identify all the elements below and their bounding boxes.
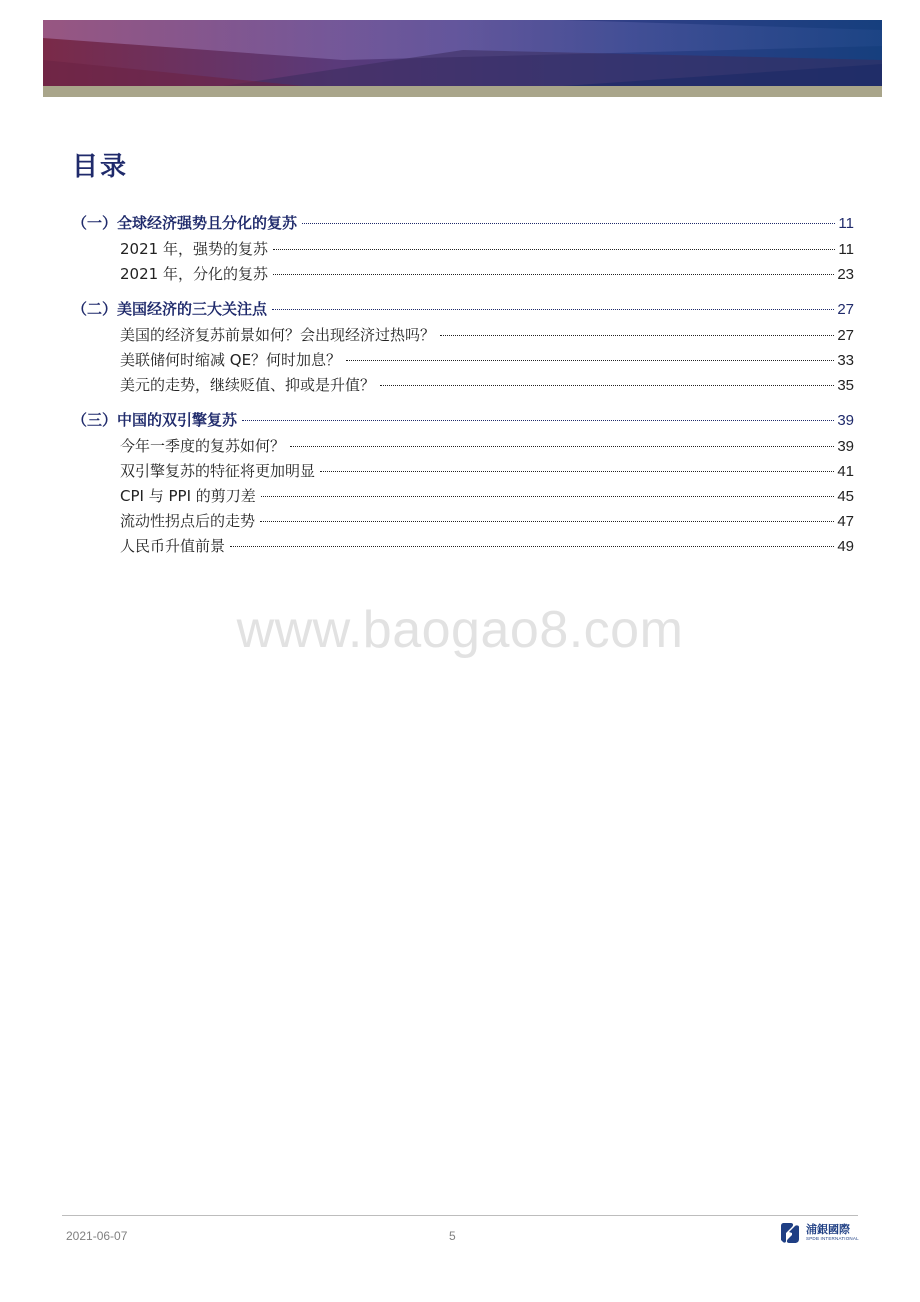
toc-dot-leader [261,496,835,497]
toc-dot-leader [290,446,834,447]
toc-dot-leader [242,420,834,421]
toc-entry-label: 美元的走势，继续贬值、抑或是升值？ [120,376,376,394]
toc-subsection-entry[interactable] [120,536,854,557]
toc-subsection-entry[interactable] [120,239,854,260]
toc-entry-page: 11 [838,215,854,232]
footer-date: 2021-06-07 [66,1229,128,1243]
logo-subtext: SPDB INTERNATIONAL [806,1236,859,1242]
watermark: www.baogao8.com [236,601,684,659]
toc-dot-leader [346,360,834,361]
company-logo [778,1222,859,1244]
toc-entry-label: 今年一季度的复苏如何？ [120,437,286,455]
toc-dot-leader [380,385,834,386]
toc-entry-label: 美联储何时缩减 QE？何时加息？ [120,351,342,369]
toc-subsection-entry[interactable] [120,350,854,371]
toc-section-entry[interactable] [72,410,854,431]
toc-section-entry[interactable] [72,213,854,234]
toc-entry-page: 47 [837,513,854,530]
toc-subsection-entry[interactable] [120,325,854,346]
toc-entry-page: 45 [837,488,854,505]
toc-entry-label: （二）美国经济的三大关注点 [72,300,268,318]
header-banner [43,20,882,86]
toc-subsection-entry[interactable] [120,264,854,285]
logo-mark-icon [778,1222,802,1244]
toc-entry-page: 27 [837,327,854,344]
footer-divider [62,1215,858,1216]
toc-subsection-entry[interactable] [120,436,854,457]
toc-entry-page: 27 [837,301,854,318]
toc-entry-page: 35 [837,377,854,394]
toc-dot-leader [440,335,834,336]
toc-dot-leader [272,309,834,310]
toc-dot-leader [273,274,834,275]
toc-subsection-entry[interactable] [120,511,854,532]
toc-entry-page: 39 [837,438,854,455]
toc-dot-leader [260,521,834,522]
toc-entry-label: （一）全球经济强势且分化的复苏 [72,214,298,232]
toc-subsection-entry[interactable] [120,486,854,507]
toc-dot-leader [273,249,835,250]
toc-entry-page: 23 [837,266,854,283]
toc-entry-label: 双引擎复苏的特征将更加明显 [120,462,316,480]
toc-entry-page: 41 [837,463,854,480]
header-stripe [43,86,882,97]
toc-entry-label: 2021 年，分化的复苏 [120,265,268,283]
toc-section-entry[interactable] [72,299,854,320]
page-number: 5 [449,1229,456,1243]
toc-subsection-entry[interactable] [120,461,854,482]
toc-dot-leader [302,223,835,224]
toc-dot-leader [320,471,834,472]
toc-entry-label: CPI 与 PPI 的剪刀差 [120,487,256,505]
toc-entry-label: 2021 年，强势的复苏 [120,240,268,258]
toc-entry-page: 11 [838,241,854,258]
toc-entry-page: 33 [837,352,854,369]
toc-entry-label: （三）中国的双引擎复苏 [72,411,238,429]
page-title: 目录 [72,152,129,182]
toc-entry-label: 流动性拐点后的走势 [120,512,256,530]
toc-entry-label: 人民币升值前景 [120,537,226,555]
toc-entry-label: 美国的经济复苏前景如何？会出现经济过热吗？ [120,326,436,344]
banner-graphic [43,20,882,86]
logo-text: 浦銀國際 [806,1223,850,1237]
toc-subsection-entry[interactable] [120,375,854,396]
toc-entry-page: 39 [837,412,854,429]
toc-entry-page: 49 [837,538,854,555]
toc-dot-leader [230,546,834,547]
